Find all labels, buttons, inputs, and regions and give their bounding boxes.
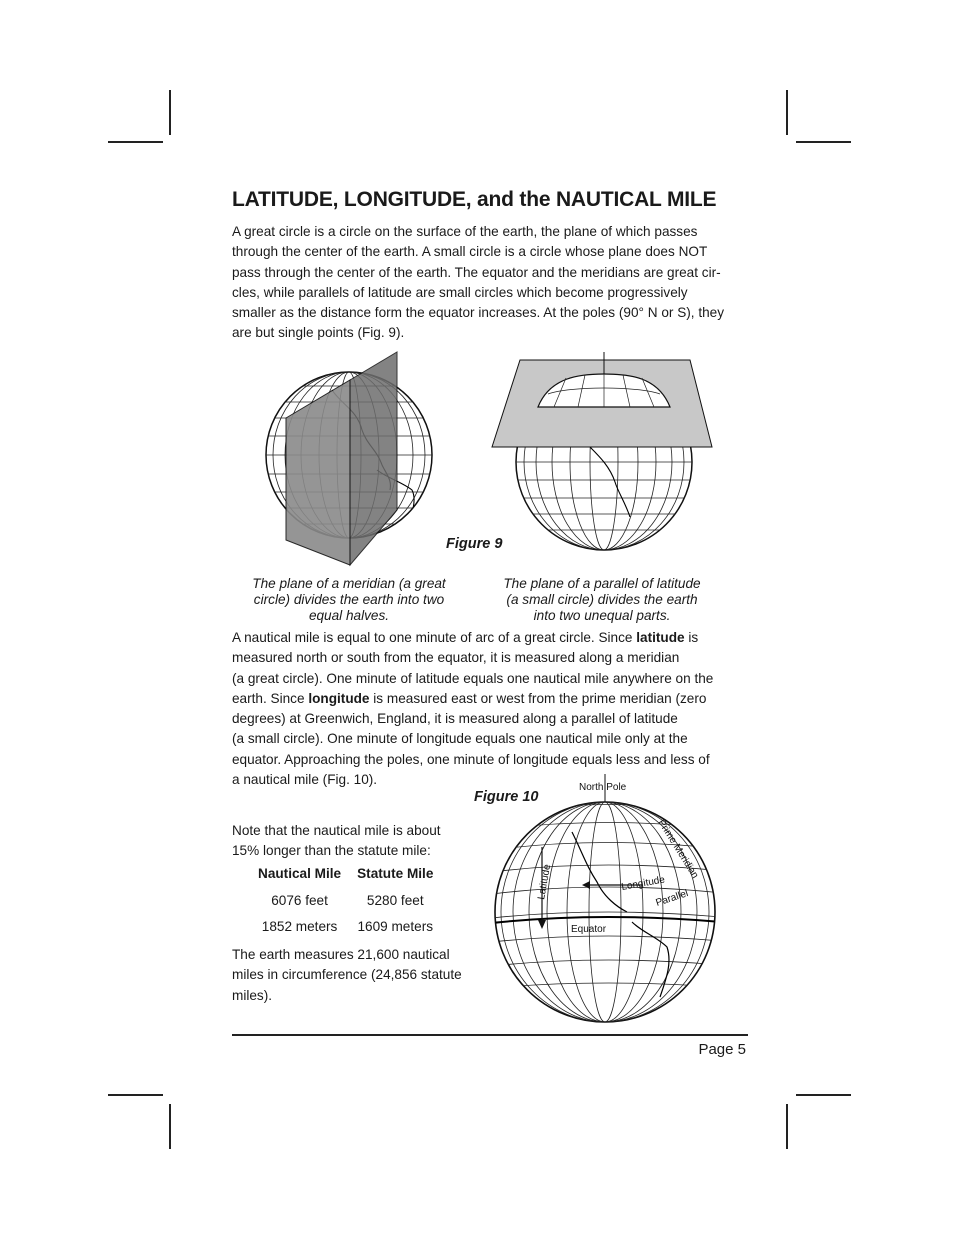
figure-10-label: Figure 10: [474, 789, 539, 805]
figure-9-caption-left: The plane of a meridian (a great circle) divides the earth into two equal halves.: [252, 576, 446, 623]
figure-9-caption-right: The plane of a parallel of latitude (a small circle) divides the earth into two unequal parts.: [503, 576, 701, 623]
table-cell: 6076 feet: [271, 893, 328, 908]
intro-line: are but single points (Fig. 9).: [232, 325, 405, 341]
nautical-line: a nautical mile (Fig. 10).: [232, 772, 378, 788]
crop-mark-bottom-left-vertical: [169, 1104, 171, 1149]
globe-parallel-plane-illustration: [490, 352, 720, 552]
table-cell: 5280 feet: [366, 893, 424, 908]
crop-mark-top-right-vertical: [786, 90, 788, 135]
mile-comparison-table: [250, 866, 441, 944]
intro-line: smaller as the distance form the equator increases. At the poles (90° N or S), they: [232, 305, 725, 321]
intro-line: cles, while parallels of latitude are small circles which become progressively: [232, 284, 688, 300]
crop-mark-bottom-right-horizontal: [796, 1094, 851, 1096]
intro-line: A great circle is a circle on the surface of the earth, the plane of which passes: [232, 224, 698, 239]
page-number: Page 5: [698, 1041, 746, 1058]
footer-rule: [232, 1034, 748, 1036]
parallel-label: Parallel: [654, 888, 690, 909]
crop-mark-top-left-vertical: [169, 90, 171, 135]
north-pole-label: North Pole: [579, 782, 627, 793]
intro-line: pass through the center of the earth. The equator and the meridians are great cir-: [232, 264, 721, 280]
globe-meridian-plane-illustration: [262, 350, 462, 570]
crop-mark-top-right-horizontal: [796, 141, 851, 143]
nautical-line: equator. Approaching the poles, one minute of longitude equals less and less of: [232, 751, 710, 767]
equator-label: Equator: [571, 924, 607, 935]
page-title: LATITUDE, LONGITUDE, and the NAUTICAL MILE: [232, 188, 717, 211]
nautical-line: (a small circle). One minute of longitude equals one nautical mile only at the: [232, 731, 688, 747]
nautical-line: earth. Since longitude is measured east or west from the prime meridian (zero: [232, 690, 707, 706]
earth-circumference-text: The earth measures 21,600 nautical miles in circumference (24,856 statute miles).: [232, 947, 462, 1003]
nautical-line: A nautical mile is equal to one minute of arc of a great circle. Since latitude is: [232, 630, 699, 645]
nautical-line: measured north or south from the equator, it is measured along a meridian: [232, 650, 680, 666]
table-row: [250, 892, 441, 918]
table-row: [250, 918, 441, 944]
intro-line: through the center of the earth. A small circle is a circle whose plane does NOT: [232, 244, 708, 260]
nautical-line: (a great circle). One minute of latitude equals one nautical mile anywhere on the: [232, 670, 714, 686]
note-text: Note that the nautical mile is about 15% longer than the statute mile:: [232, 823, 441, 859]
crop-mark-top-left-horizontal: [108, 141, 163, 143]
figure-9-label: Figure 9: [446, 536, 503, 552]
crop-mark-bottom-left-horizontal: [108, 1094, 163, 1096]
globe-latitude-longitude-illustration: [492, 772, 732, 1022]
table-header: Statute Mile: [357, 866, 434, 881]
table-cell: 1609 meters: [357, 919, 434, 934]
nautical-paragraph: [232, 628, 748, 790]
longitude-label: Longitude: [620, 874, 666, 893]
nautical-line: degrees) at Greenwich, England, it is measured along a parallel of latitude: [232, 711, 678, 727]
table-cell: 1852 meters: [261, 919, 338, 934]
table-header: Nautical Mile: [258, 866, 342, 881]
crop-mark-bottom-right-vertical: [786, 1104, 788, 1149]
table-header-row: [250, 866, 441, 892]
intro-paragraph: [232, 222, 748, 344]
latitude-label: Latitude: [536, 863, 554, 901]
prime-meridian-label: Prime Meridian: [655, 817, 701, 881]
